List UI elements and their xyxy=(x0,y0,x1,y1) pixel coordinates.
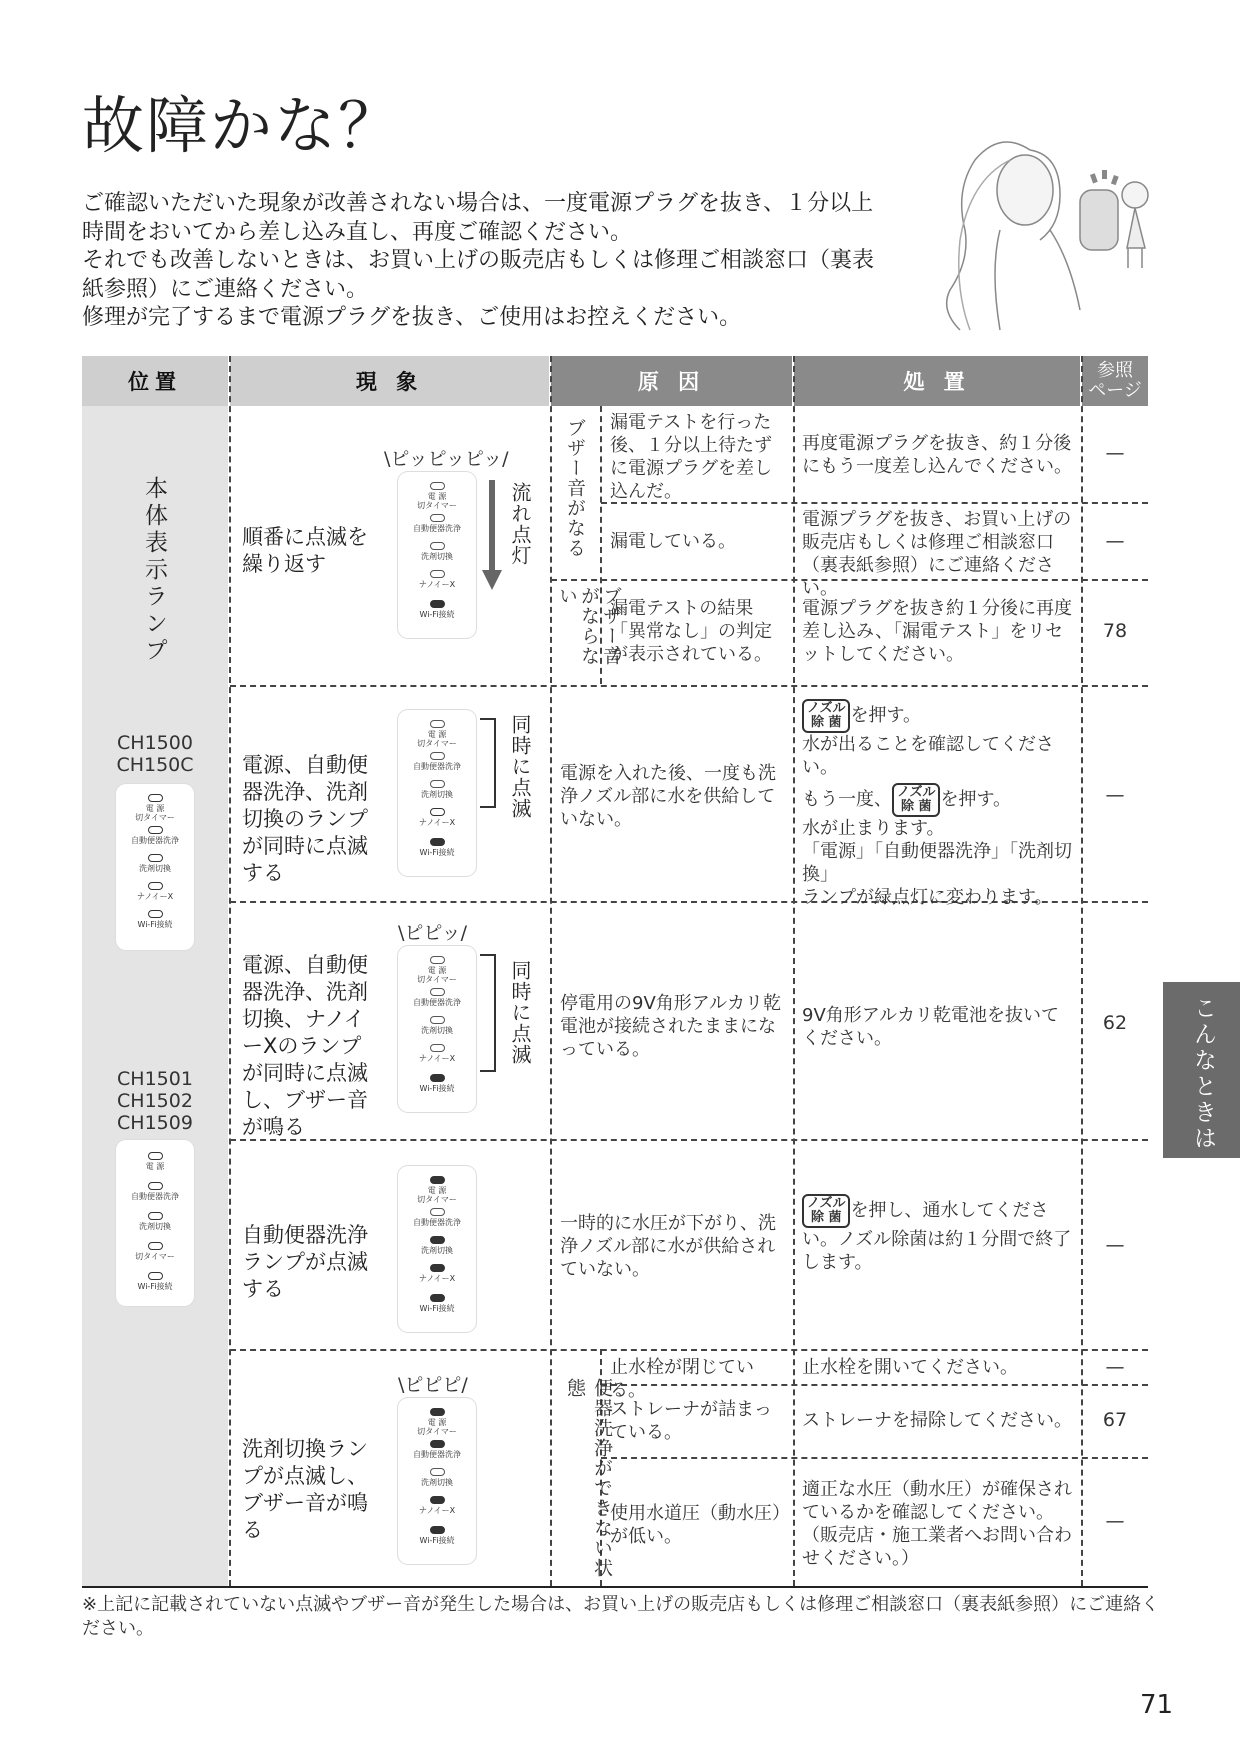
sound-text: ピピピ xyxy=(404,1374,462,1396)
header-symptom: 現 象 xyxy=(230,356,549,406)
remedy-line: 「電源」「自動便器洗浄」「洗剤切換」 xyxy=(802,841,1072,885)
cause-text: 漏電テストの結果「異常なし」の判定が表示されている。 xyxy=(610,598,772,665)
nozzle-label: ノズル xyxy=(897,785,936,800)
lamp-nanoe xyxy=(398,1044,476,1063)
remedy-line: を押す。 xyxy=(850,705,922,726)
lamp-label: Wi-Fi接続 xyxy=(419,1536,455,1545)
header-ref-line1: 参照 xyxy=(1097,360,1133,381)
lamp-label: 切タイマー xyxy=(417,1427,457,1436)
models-a xyxy=(82,732,228,776)
lamp-label: 電 源 xyxy=(145,804,165,813)
symptom-text: 電源、自動便器洗浄、洗剤切換のランプが同時に点滅する xyxy=(242,753,368,885)
lamp-label: 切タイマー xyxy=(417,739,457,748)
remedy-line: 水が止まります。 xyxy=(802,818,945,839)
header-ref xyxy=(1082,356,1148,406)
lamp-wifi xyxy=(116,910,194,929)
symptom-text: 電源、自動便器洗浄、洗剤切換、ナノイーXのランプが同時に点滅し、ブザー音が鳴る xyxy=(242,953,368,1139)
sound-text: ピピッ xyxy=(404,922,461,944)
lamp-label: 洗剤切換 xyxy=(421,790,453,799)
lamp-label: 電 源 xyxy=(427,966,447,975)
lamp-power xyxy=(116,1152,194,1171)
lamp-label: 切タイマー xyxy=(417,975,457,984)
model-name: CH1502 xyxy=(117,1090,193,1112)
lamp-nanoe xyxy=(398,570,476,589)
remedy-line: を押す。 xyxy=(940,789,1012,810)
lamp-detergent xyxy=(398,1236,476,1255)
lamp-label: Wi-Fi接続 xyxy=(419,1304,455,1313)
lamp-label: 洗剤切換 xyxy=(421,1478,453,1487)
lamp-label: ナノイーX xyxy=(418,1274,456,1283)
ref-page: — xyxy=(1105,1510,1125,1532)
symptom-text: 自動便器洗浄ランプが点滅する xyxy=(242,1223,368,1301)
lamp-label: 電 源 xyxy=(427,1186,447,1195)
remedy-line: もう一度、 xyxy=(802,789,892,810)
lamp-detergent xyxy=(398,1016,476,1035)
lamp-label: 洗剤切換 xyxy=(139,1222,171,1231)
remedy-text: 電源プラグを抜き約１分後に再度差し込み、「漏電テスト」をリセットしてください。 xyxy=(802,598,1072,665)
lamp-wifi xyxy=(398,1526,476,1545)
cause-text: 停電用の9V角形アルカリ乾電池が接続されたままになっている。 xyxy=(560,993,782,1060)
page-title: 故障かな？ xyxy=(82,89,403,162)
lamp-auto xyxy=(398,752,476,771)
cause-text: 電源を入れた後、一度も洗浄ノズル部に水を供給していない。 xyxy=(560,763,776,830)
lamp-label: 洗剤切換 xyxy=(139,864,171,873)
simultaneous-bracket xyxy=(480,954,496,1072)
lamp-detergent xyxy=(398,1468,476,1487)
lamp-panel-row3 xyxy=(398,946,476,1112)
intro-line: 時間をおいてから差し込み直し、再度ご確認ください。 xyxy=(82,219,633,245)
lamp-label: 自動便器洗浄 xyxy=(413,998,461,1007)
lamp-label: 電 源 xyxy=(427,1418,447,1427)
model-name: CH150C xyxy=(116,754,194,776)
lamp-label: 電 源 xyxy=(427,492,447,501)
nozzle-label: 除 菌 xyxy=(900,799,932,814)
side-tab xyxy=(1163,982,1240,1158)
intro-text xyxy=(82,190,942,333)
lamp-wifi xyxy=(398,600,476,619)
lamp-wifi xyxy=(398,838,476,857)
lamp-label: ナノイーX xyxy=(418,1506,456,1515)
down-arrow-icon xyxy=(482,480,502,590)
lamp-label: ナノイーX xyxy=(418,818,456,827)
remedy-text: 電源プラグを抜き、お買い上げの販売店もしくは修理ご相談窓口（裏表紙参照）にご連絡ください。 xyxy=(802,509,1072,599)
lamp-label: Wi-Fi接続 xyxy=(419,610,455,619)
lamp-label: Wi-Fi接続 xyxy=(137,920,173,929)
header-remedy: 処 置 xyxy=(794,356,1080,406)
lamp-label: ナノイーX xyxy=(418,580,456,589)
lamp-label: 自動便器洗浄 xyxy=(413,1218,461,1227)
lamp-timer xyxy=(116,1242,194,1261)
side-tab-label: こんなときは xyxy=(1190,996,1216,1152)
cause-group-label: ブザー音がならない xyxy=(556,586,622,666)
flow-indicator: 流れ点灯 xyxy=(508,482,532,566)
nozzle-label: 除 菌 xyxy=(810,1210,842,1225)
models-b xyxy=(82,1068,228,1134)
position-label: 本体表示ランプ xyxy=(141,476,167,665)
lamp-label: 洗剤切換 xyxy=(421,552,453,561)
lamp-auto xyxy=(398,514,476,533)
lamp-detergent xyxy=(116,1212,194,1231)
lamp-label: 自動便器洗浄 xyxy=(131,836,179,845)
lamp-label: Wi-Fi接続 xyxy=(419,1084,455,1093)
lamp-label: Wi-Fi接続 xyxy=(137,1282,173,1291)
lamp-panel-row2 xyxy=(398,710,476,876)
intro-line: それでも改善しないときは、お買い上げの販売店もしくは修理ご相談窓口（裏表 xyxy=(82,248,875,273)
symptom-text: 順番に点滅を繰り返す xyxy=(242,525,368,576)
lamp-power xyxy=(398,482,476,510)
nozzle-clean-button-icon xyxy=(802,699,850,733)
lamp-label: 自動便器洗浄 xyxy=(413,524,461,533)
footnote: ※上記に記載されていない点滅やブザー音が発生した場合は、お買い上げの販売店もしくは修理ご相談窓口（裏表紙参照）にご連絡ください。 xyxy=(82,1594,1160,1639)
lamp-label: 切タイマー xyxy=(417,501,457,510)
ref-page: 67 xyxy=(1102,1409,1128,1431)
ref-page: — xyxy=(1105,1234,1125,1256)
remedy-line: 水が出ることを確認してください。 xyxy=(802,734,1054,778)
lamp-panel-row5 xyxy=(398,1398,476,1564)
lamp-auto xyxy=(116,826,194,845)
remedy-line: を押し、通水してください。ノズル除菌は約１分間で終了します。 xyxy=(802,1200,1072,1273)
lamp-label: ナノイーX xyxy=(418,1054,456,1063)
nozzle-label: ノズル xyxy=(807,701,846,716)
intro-line: 紙参照）にご連絡ください。 xyxy=(82,276,369,302)
lamp-label: 自動便器洗浄 xyxy=(413,1450,461,1459)
buzzer-sound-label: \ピピッ/ xyxy=(398,922,468,944)
lamp-label: 自動便器洗浄 xyxy=(131,1192,179,1201)
ref-page: — xyxy=(1105,442,1125,464)
cause-text: 止水栓が閉じている。 xyxy=(610,1357,754,1401)
lamp-label: ナノイーX xyxy=(136,892,174,901)
sound-text: ピッピッピッ xyxy=(390,448,503,470)
lamp-detergent xyxy=(116,854,194,873)
ref-page: — xyxy=(1105,1356,1125,1378)
cause-text: 漏電している。 xyxy=(610,531,736,552)
lamp-detergent xyxy=(398,542,476,561)
illustration-woman-child-toilet xyxy=(930,120,1170,340)
buzzer-sound-label: \ピッピッピッ/ xyxy=(384,448,509,470)
remedy-line: ランプが緑点灯に変わります。 xyxy=(802,887,1053,908)
lamp-nanoe xyxy=(398,808,476,827)
lamp-label: Wi-Fi接続 xyxy=(419,848,455,857)
lamp-label: 切タイマー xyxy=(417,1195,457,1204)
remedy-text xyxy=(802,1194,1078,1274)
lamp-nanoe xyxy=(116,882,194,901)
ref-page: 62 xyxy=(1102,1012,1128,1034)
lamp-label: 電 源 xyxy=(427,730,447,739)
header-position: 位置 xyxy=(82,356,228,406)
simultaneous-indicator: 同時に点滅 xyxy=(508,960,532,1065)
lamp-wifi xyxy=(116,1272,194,1291)
intro-line: ご確認いただいた現象が改善されない場合は、一度電源プラグを抜き、１分以上 xyxy=(82,191,874,216)
lamp-nanoe xyxy=(398,1496,476,1515)
lamp-power xyxy=(398,720,476,748)
lamp-label: 切タイマー xyxy=(135,1252,175,1261)
lamp-nanoe xyxy=(398,1264,476,1283)
intro-line: 修理が完了するまで電源プラグを抜き、ご使用はお控えください。 xyxy=(82,305,742,330)
header-cause: 原 因 xyxy=(551,356,792,406)
lamp-power xyxy=(398,956,476,984)
lamp-label: 洗剤切換 xyxy=(421,1246,453,1255)
remedy-text: 再度電源プラグを抜き、約１分後にもう一度差し込んでください。 xyxy=(802,433,1072,477)
symptom-text: 洗剤切換ランプが点滅し、ブザー音が鳴る xyxy=(242,1437,368,1542)
remedy-text: 止水栓を開いてください。 xyxy=(802,1357,1018,1378)
lamp-wifi xyxy=(398,1074,476,1093)
simultaneous-bracket xyxy=(480,718,496,808)
lamp-auto xyxy=(398,988,476,1007)
header-ref-line2: ページ xyxy=(1088,380,1142,401)
model-name: CH1509 xyxy=(117,1112,193,1134)
lamp-auto xyxy=(116,1182,194,1201)
nozzle-clean-button-icon xyxy=(802,1194,850,1228)
lamp-label: 電 源 xyxy=(145,1162,165,1171)
cause-text: 一時的に水圧が下がり、洗浄ノズル部に水が供給されていない。 xyxy=(560,1213,776,1280)
lamp-auto xyxy=(398,1208,476,1227)
lamp-panel-a xyxy=(116,784,194,950)
cause-text: 漏電テストを行った後、１分以上待たずに電源プラグを差し込んだ。 xyxy=(610,412,772,502)
ref-page: 78 xyxy=(1102,620,1128,642)
buzzer-sound-label: \ピピピ/ xyxy=(398,1374,468,1396)
lamp-power xyxy=(116,794,194,822)
ref-page: — xyxy=(1105,530,1125,552)
nozzle-label: 除 菌 xyxy=(810,715,842,730)
remedy-text xyxy=(802,699,1078,909)
nozzle-clean-button-icon xyxy=(892,783,940,817)
troubleshooting-table xyxy=(82,356,1148,1588)
ref-page: — xyxy=(1105,784,1125,806)
lamp-power xyxy=(398,1408,476,1436)
lamp-auto xyxy=(398,1440,476,1459)
lamp-power xyxy=(398,1176,476,1204)
lamp-panel-b xyxy=(116,1140,194,1306)
lamp-detergent xyxy=(398,780,476,799)
lamp-label: 洗剤切換 xyxy=(421,1026,453,1035)
cause-text: 使用水道圧（動水圧）が低い。 xyxy=(610,1503,781,1547)
remedy-text: ストレーナを掃除してください。 xyxy=(802,1410,1072,1431)
remedy-text: 9V角形アルカリ乾電池を抜いてください。 xyxy=(802,1005,1060,1049)
lamp-label: 切タイマー xyxy=(135,813,175,822)
cause-group-label: 便器洗浄ができない状態 xyxy=(564,1378,613,1578)
model-name: CH1501 xyxy=(117,1068,193,1090)
lamp-panel-row1 xyxy=(398,472,476,638)
lamp-panel-row4 xyxy=(398,1166,476,1332)
lamp-wifi xyxy=(398,1294,476,1313)
simultaneous-indicator: 同時に点滅 xyxy=(508,714,532,819)
nozzle-label: ノズル xyxy=(807,1196,846,1211)
cause-text: ストレーナが詰まっている。 xyxy=(610,1399,772,1443)
model-name: CH1500 xyxy=(117,732,193,754)
lamp-label: 自動便器洗浄 xyxy=(413,762,461,771)
remedy-text: 適正な水圧（動水圧）が確保されているかを確認してください。（販売店・施工業者へお問い合わせください。） xyxy=(802,1479,1072,1569)
cause-group-label: ブザー音がなる xyxy=(564,418,586,558)
page-number: 71 xyxy=(1140,1690,1174,1720)
